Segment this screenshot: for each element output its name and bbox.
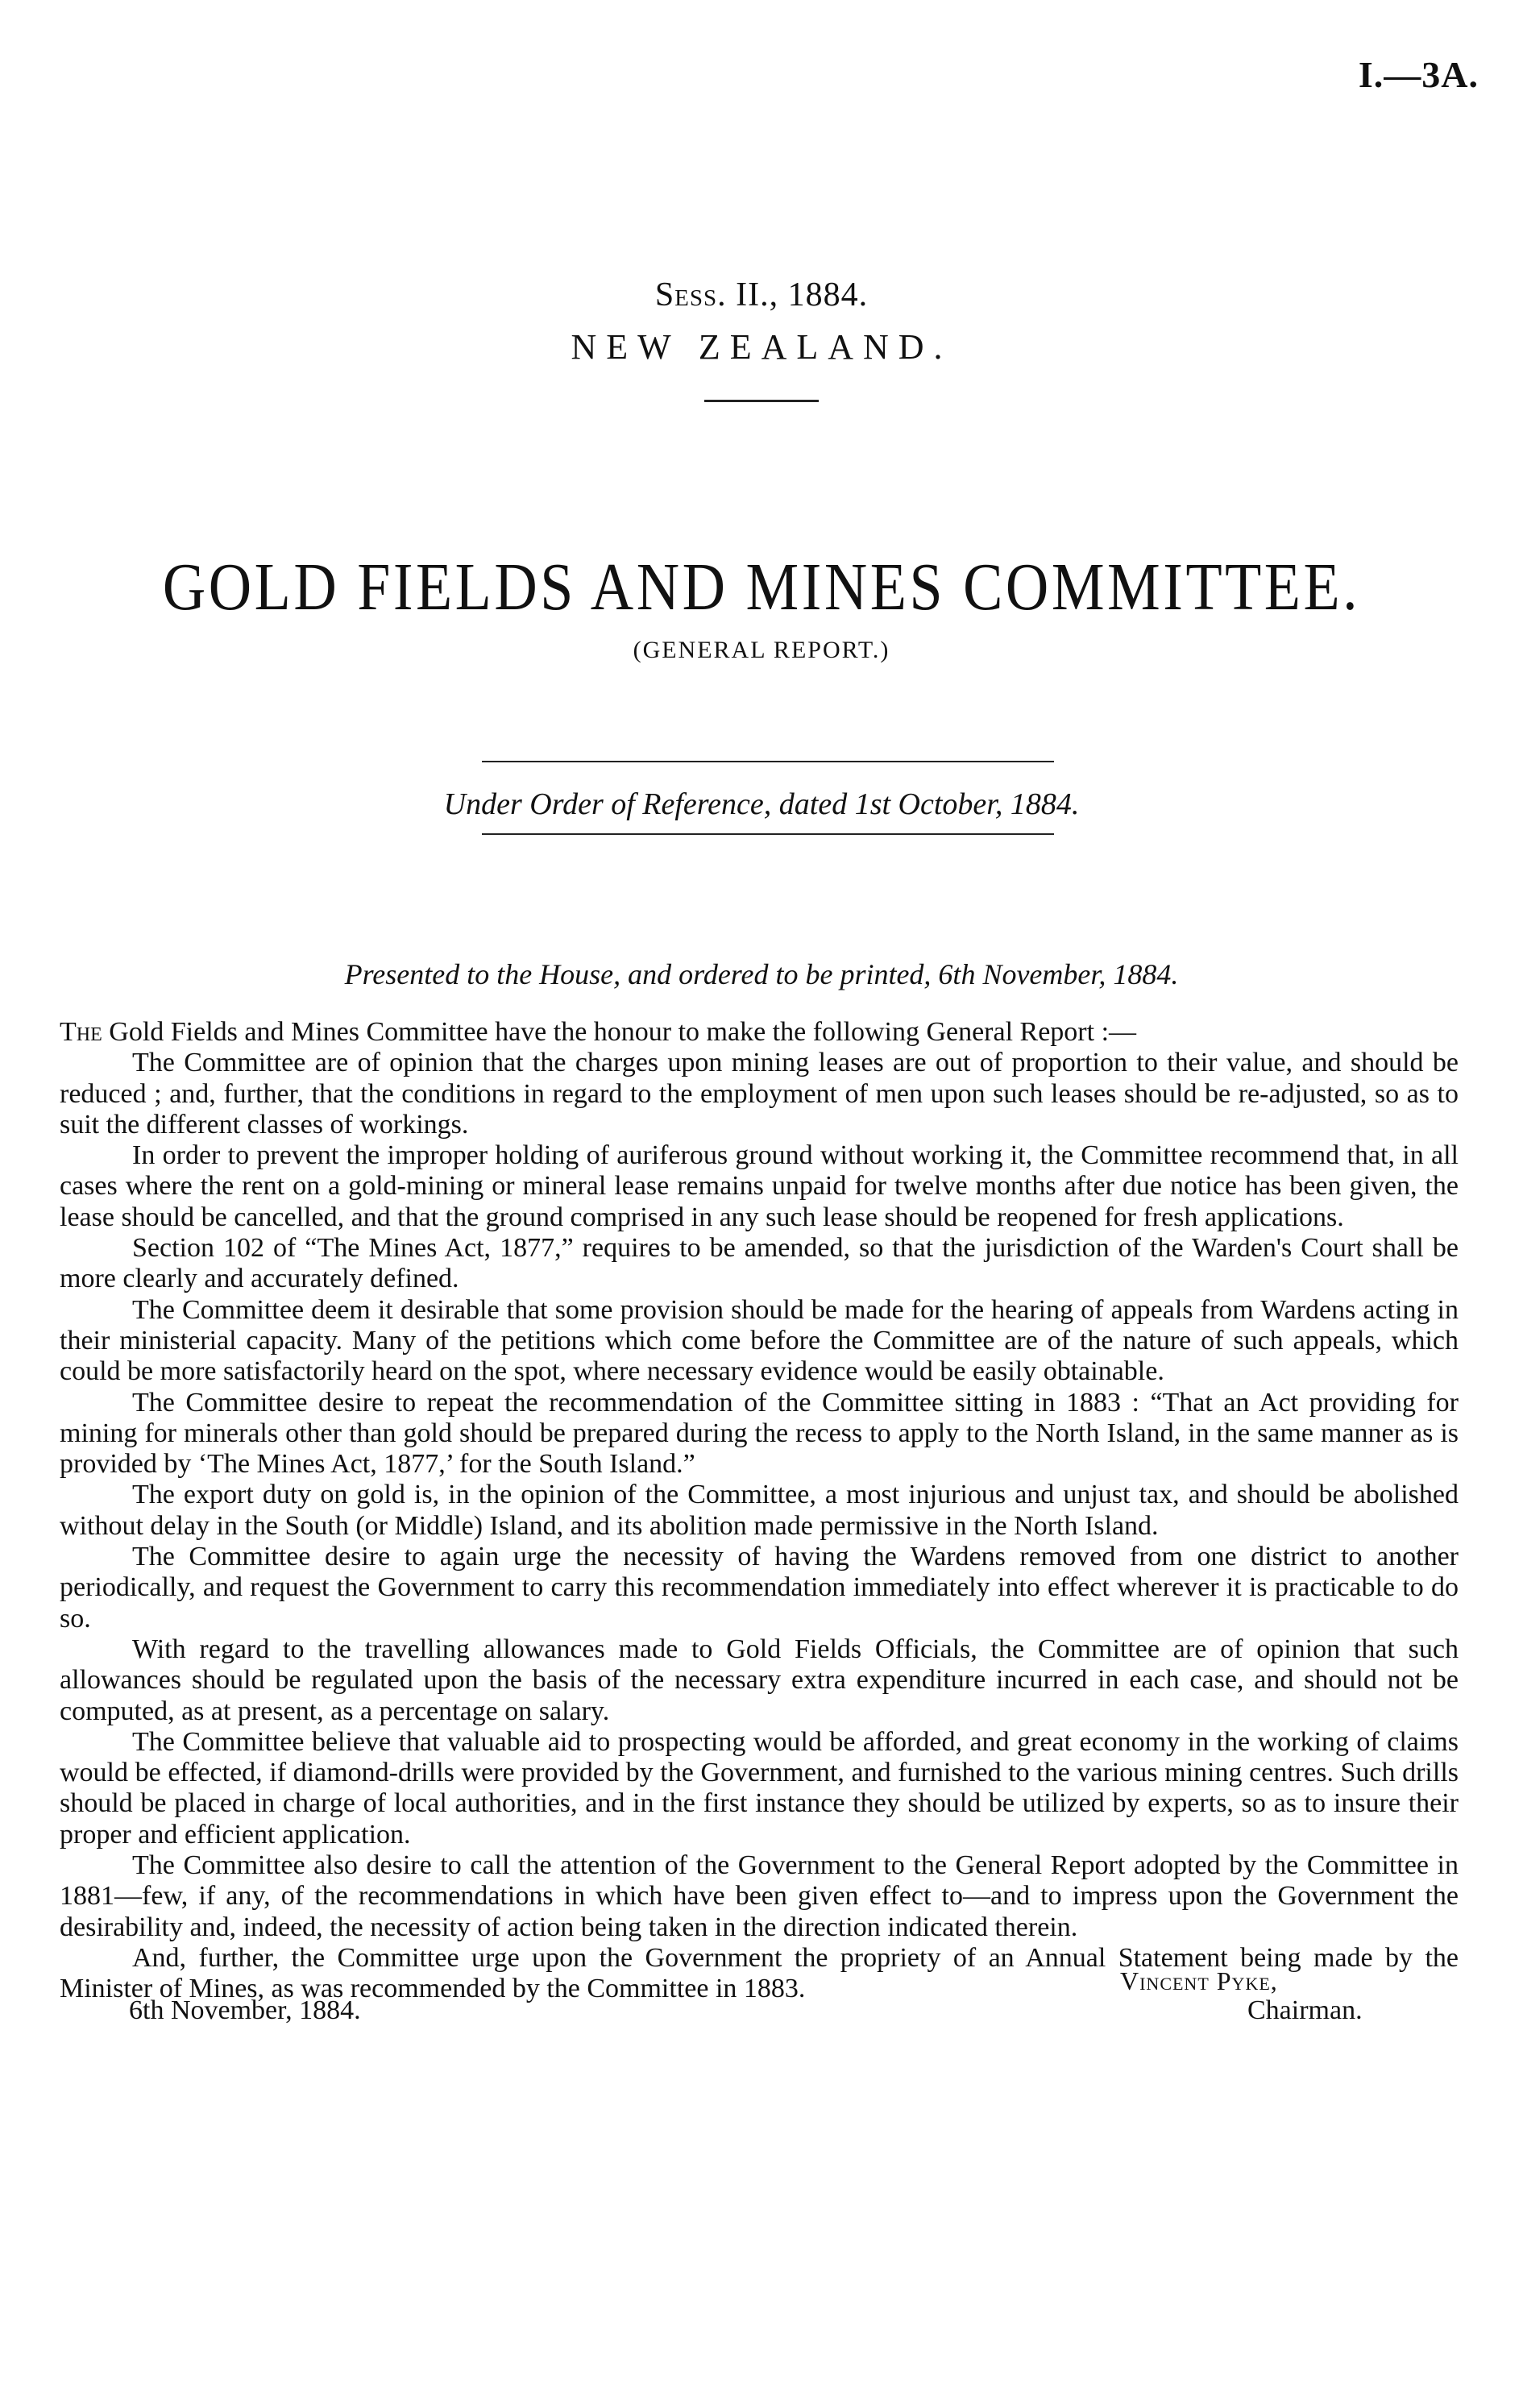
page-title: GOLD FIELDS AND MINES COMMITTEE. bbox=[162, 550, 1361, 625]
session-number: II., 1884. bbox=[726, 276, 869, 313]
report-paragraph: The Committee desire to again urge the necessity of having the Wardens removed from one district to another periodically, and request the Government to carry this recommendation immediately into effect wherever it is practicable to do so. bbox=[60, 1542, 1459, 1634]
report-paragraph: The Committee deem it desirable that some provision should be made for the hearing of appeals from Wardens acting in their ministerial capacity. Many of the petitions which come before the Committee are of the nature of such appeals, which could be more satisfactorily heard on the spot, where necessary evidence would be easily obtainable. bbox=[60, 1294, 1459, 1387]
report-paragraph: The Committee are of opinion that the charges upon mining leases are out of proportion to their value, and should be reduced ; and, further, that the conditions in regard to the employment of men upon such leases should be re-adjusted, so as to suit the different classes of workings. bbox=[60, 1048, 1459, 1140]
signatory-role: Chairman. bbox=[1247, 1995, 1363, 2025]
paragraph-text: Gold Fields and Mines Committee have the honour to make the following General Report :— bbox=[102, 1017, 1137, 1047]
presented-note: Presented to the House, and ordered to be printed, 6th November, 1884. bbox=[344, 958, 1179, 990]
report-paragraph: Section 102 of “The Mines Act, 1877,” requires to be amended, so that the jurisdiction of the Warden's Court shall be more clearly and accurately defined. bbox=[60, 1233, 1459, 1294]
report-paragraph: With regard to the travelling allowances made to Gold Fields Officials, the Committee are of opinion that such allowances should be regulated upon the basis of the necessary extra expenditure incurred in each case, and should not be computed, as at present, as a percentage on salary. bbox=[60, 1634, 1459, 1726]
opening-word: The bbox=[60, 1017, 102, 1047]
report-paragraph: The Committee believe that valuable aid to prospecting would be afforded, and great economy in the working of claims would be effected, if diamond-drills were provided by the Government, and furnished to the various mining centres. Such drills should be placed in charge of local authorities, and in the first instance they should be utilized by experts, so as to insure their proper and efficient application. bbox=[60, 1726, 1459, 1850]
order-of-reference: Under Order of Reference, dated 1st October, 1884. bbox=[443, 787, 1080, 821]
divider-bottom-order bbox=[482, 833, 1054, 835]
session-word: Sess. bbox=[654, 276, 727, 313]
report-paragraph: The export duty on gold is, in the opinion of the Committee, a most injurious and unjust tax, and should be abolished without delay in the South (or Middle) Island, and its abolition made permissive in the North Island. bbox=[60, 1480, 1459, 1541]
report-date: 6th November, 1884. bbox=[129, 1995, 361, 2025]
report-paragraph: The Committee desire to repeat the recommendation of the Committee sitting in 1883 : “That an Act providing for mining for minerals other than gold should be prepared during the recess to apply to the North Island, in the same manner as is provided by ‘The Mines Act, 1877,’ for the South Island.” bbox=[60, 1387, 1459, 1480]
session-line bbox=[0, 276, 1523, 314]
page-subtitle: (GENERAL REPORT.) bbox=[633, 637, 890, 663]
divider-short bbox=[704, 400, 819, 402]
report-paragraph: In order to prevent the improper holding of auriferous ground without working it, the Committee recommend that, in all cases where the rent on a gold-mining or mineral lease remains unpaid for twelve months after due notice has been given, the lease should be cancelled, and that the ground comprised in any such lease should be reopened for fresh applications. bbox=[60, 1140, 1459, 1232]
divider-top-order bbox=[482, 761, 1054, 762]
page-reference: I.—3A. bbox=[1358, 54, 1479, 95]
report-paragraph bbox=[60, 1017, 1459, 1048]
report-paragraph: And, further, the Committee urge upon the Government the propriety of an Annual Statement being made by the Minister of Mines, as was recommended by the Committee in 1883. bbox=[60, 1942, 1459, 2004]
report-body bbox=[60, 1017, 1459, 2005]
country-heading: NEW ZEALAND. bbox=[571, 327, 952, 367]
report-paragraph: The Committee also desire to call the attention of the Government to the General Report adopted by the Committee in 1881—few, if any, of the recommendations in which have been given effect to—and to impress upon the Government the desirability and, indeed, the necessity of action being taken in the direction indicated therein. bbox=[60, 1850, 1459, 1942]
signatory-name: Vincent Pyke, bbox=[1120, 1966, 1278, 1995]
